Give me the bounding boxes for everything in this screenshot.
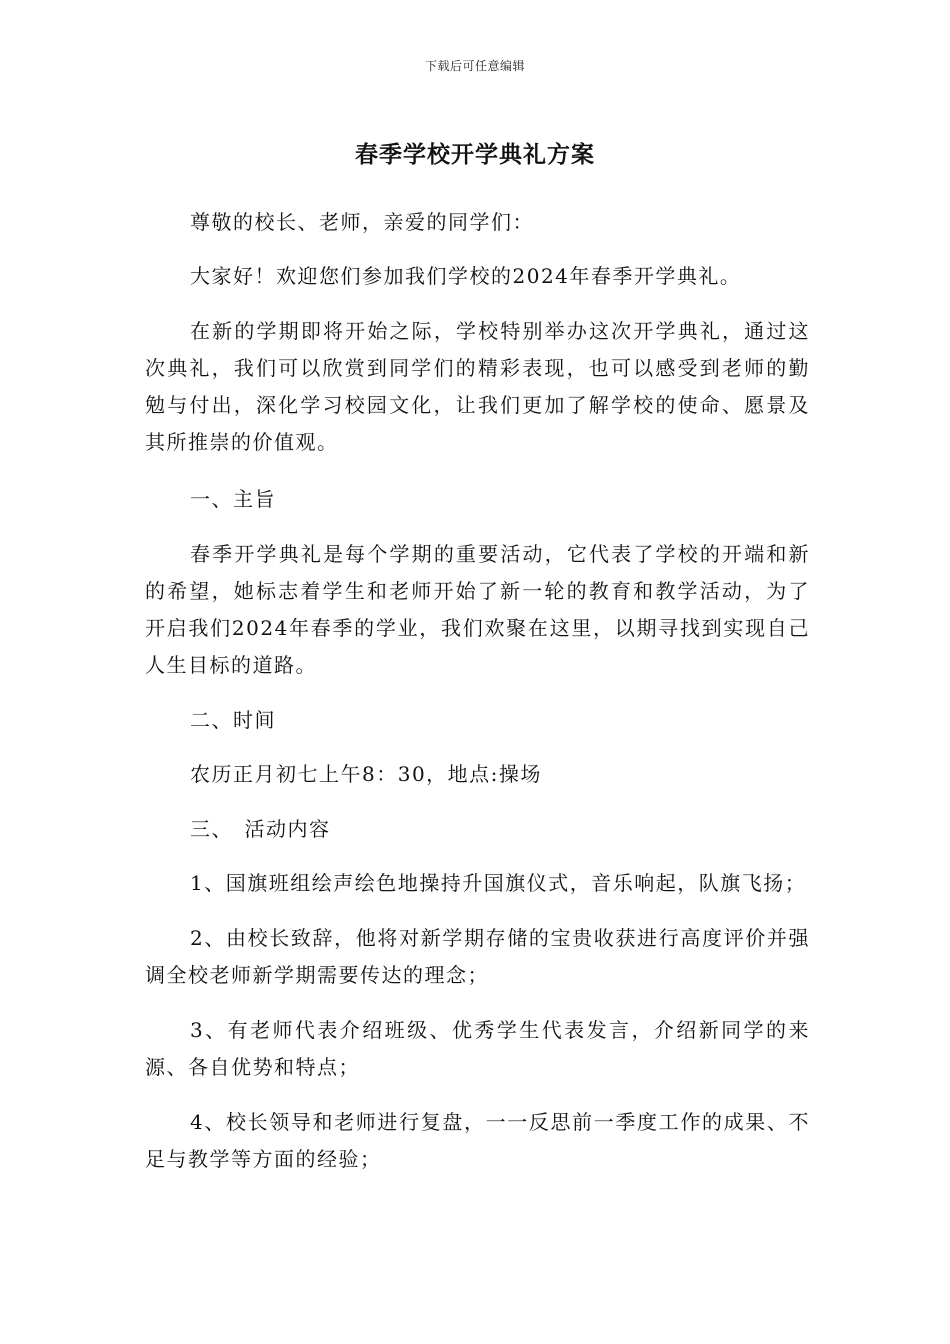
salutation-paragraph: 尊敬的校长、老师，亲爱的同学们：: [190, 210, 534, 234]
section-heading-time: 二、时间: [190, 708, 276, 732]
activity-item-3: 3、有老师代表介绍班级、优秀学生代表发言，介绍新同学的来源、各自优势和特点；: [145, 1018, 810, 1079]
time-location-paragraph: 农历正月初七上午8：30，地点:操场: [190, 762, 542, 786]
activity-item-1: 1、国旗班组绘声绘色地操持升国旗仪式，音乐响起，队旗飞扬；: [190, 871, 807, 895]
activity-item-2: 2、由校长致辞，他将对新学期存储的宝贵收获进行高度评价并强调全校老师新学期需要传达的理念；: [145, 926, 810, 987]
purpose-paragraph: 春季开学典礼是每个学期的重要活动，它代表了学校的开端和新的希望，她标志着学生和老师开始了新一轮的教育和教学活动，为了开启我们2024年春季的学业，我们欢聚在这里，以期寻找到实现自己人生目标的道路。: [145, 542, 810, 677]
document-title: 春季学校开学典礼方案: [355, 142, 595, 168]
section-heading-purpose: 一、主旨: [190, 487, 276, 511]
section-heading-activities: 三、 活动内容: [190, 817, 331, 841]
greeting-paragraph: 大家好！欢迎您们参加我们学校的2024年春季开学典礼。: [190, 264, 742, 288]
header-note: 下载后可任意编辑: [424, 59, 525, 73]
activity-item-4: 4、校长领导和老师进行复盘，一一反思前一季度工作的成果、不足与教学等方面的经验；: [145, 1110, 810, 1171]
intro-paragraph: 在新的学期即将开始之际，学校特别举办这次开学典礼，通过这次典礼，我们可以欣赏到同学们的精彩表现，也可以感受到老师的勤勉与付出，深化学习校园文化，让我们更加了解学校的使命、愿景及其所推崇的价值观。: [145, 319, 810, 454]
